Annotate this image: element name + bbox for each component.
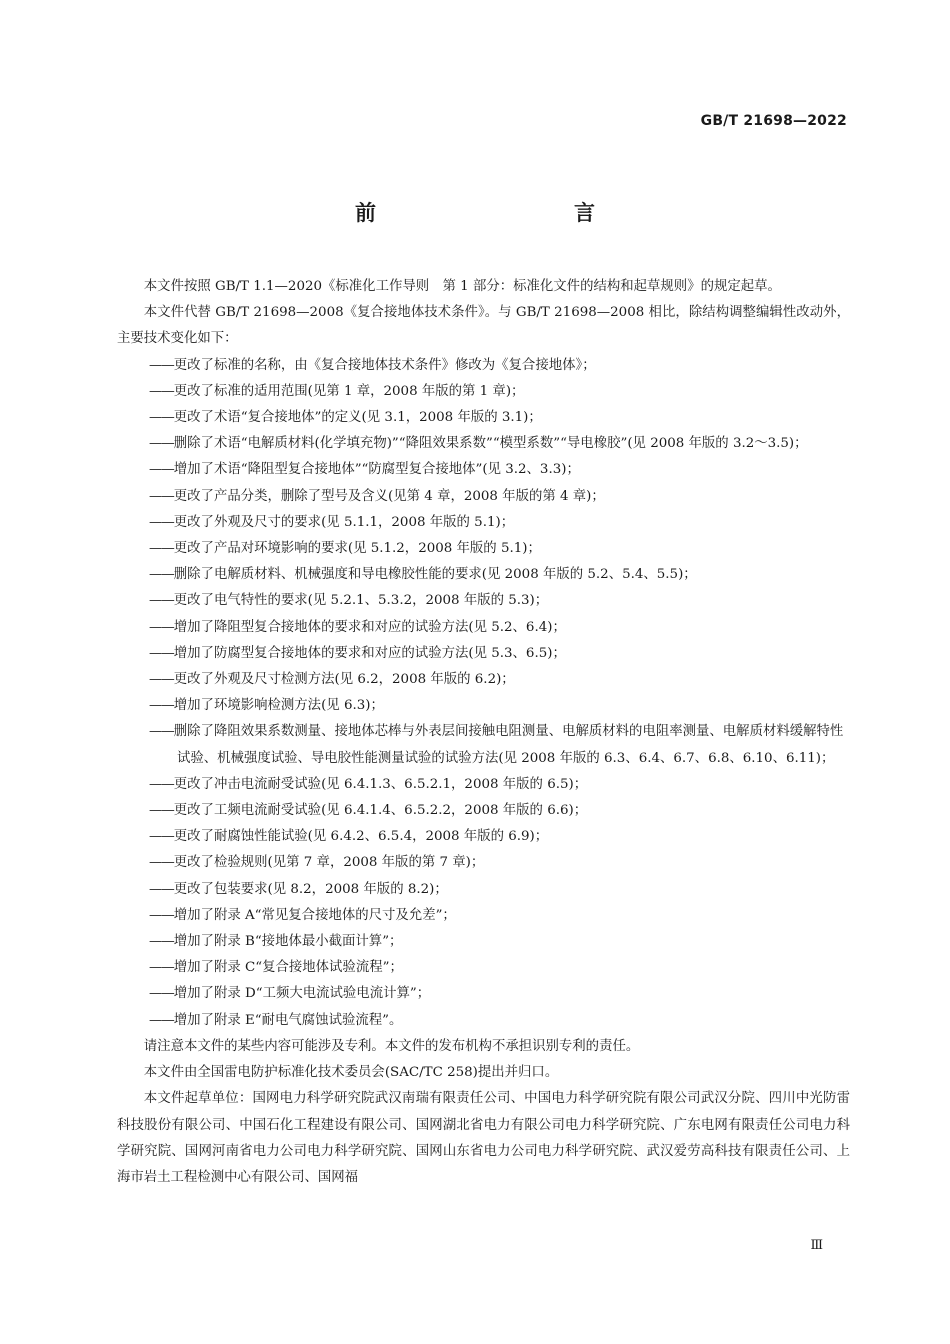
list-item-text: 更改了标准的名称，由《复合接地体技术条件》修改为《复合接地体》；: [173, 357, 596, 373]
list-item: [117, 353, 850, 379]
document-body: [117, 274, 850, 1191]
list-item-text: 删除了术语“电解质材料(化学填充物)”“降阻效果系数”“模型系数”“导电橡胶”(见 2008 年版的 3.2～3.5)；: [173, 436, 808, 452]
list-item-text: 删除了降阻效果系数测量、接地体芯棒与外表层间接触电阻测量、电解质材料的电阻率测量、电解质材料缓解特性试验、机械强度试验、导电胶性能测量试验的试验方法(见 2008 年版的 6.3、6.4、6.7、6.8、6.10、6.11)；: [173, 724, 844, 766]
list-dash: ——: [149, 855, 174, 871]
closing-paragraphs: [117, 1034, 850, 1191]
list-item: [117, 850, 850, 876]
list-item: [117, 431, 850, 457]
list-dash: ——: [149, 593, 174, 609]
list-item: [117, 981, 850, 1007]
list-item: [117, 955, 850, 981]
list-dash: ——: [149, 462, 174, 478]
paragraph: 本文件由全国雷电防护标准化技术委员会(SAC/TC 258)提出并归口。: [143, 1065, 559, 1081]
list-item-text: 更改了工频电流耐受试验(见 6.4.1.4、6.5.2.2，2008 年版的 6.6)；: [173, 803, 588, 819]
list-dash: ——: [149, 619, 174, 635]
list-item: [117, 877, 850, 903]
list-dash: ——: [149, 724, 174, 740]
list-dash: ——: [149, 645, 174, 661]
list-item-text: 增加了降阻型复合接地体的要求和对应的试验方法(见 5.2、6.4)；: [173, 619, 566, 635]
list-item: [117, 379, 850, 405]
list-item: [117, 719, 850, 771]
list-dash: ——: [149, 698, 174, 714]
list-item-text: 更改了标准的适用范围(见第 1 章，2008 年版的第 1 章)；: [173, 383, 525, 399]
list-dash: ——: [149, 567, 174, 583]
list-dash: ——: [149, 672, 174, 688]
list-item-text: 更改了外观及尺寸检测方法(见 6.2，2008 年版的 6.2)；: [173, 672, 515, 688]
list-dash: ——: [149, 829, 174, 845]
list-item: [117, 903, 850, 929]
list-item-text: 删除了电解质材料、机械强度和导电橡胶性能的要求(见 2008 年版的 5.2、5.4、5.5)；: [173, 567, 697, 583]
list-dash: ——: [149, 776, 174, 792]
list-dash: ——: [149, 488, 174, 504]
paragraph: 请注意本文件的某些内容可能涉及专利。本文件的发布机构不承担识别专利的责任。: [143, 1038, 640, 1054]
page-number: Ⅲ: [810, 1238, 823, 1253]
list-item-text: 增加了术语“降阻型复合接地体”“防腐型复合接地体”(见 3.2、3.3)；: [173, 462, 580, 478]
list-item-text: 增加了防腐型复合接地体的要求和对应的试验方法(见 5.3、6.5)；: [173, 645, 566, 661]
list-item: [117, 929, 850, 955]
list-item-text: 增加了附录 A“常见复合接地体的尺寸及允差”；: [173, 907, 456, 923]
list-item: [117, 562, 850, 588]
list-dash: ——: [149, 881, 174, 897]
list-dash: ——: [149, 410, 174, 426]
list-dash: ——: [149, 934, 174, 950]
list-dash: ——: [149, 541, 174, 557]
page-title: 前 言: [355, 201, 647, 225]
list-item-text: 更改了耐腐蚀性能试验(见 6.4.2、6.5.4，2008 年版的 6.9)；: [173, 829, 549, 845]
list-item-text: 更改了包装要求(见 8.2，2008 年版的 8.2)；: [173, 881, 448, 897]
list-item: [117, 484, 850, 510]
list-item-text: 增加了环境影响检测方法(见 6.3)；: [173, 698, 384, 714]
paragraph: 本文件代替 GB/T 21698—2008《复合接地体技术条件》。与 GB/T 21698—2008 相比，除结构调整编辑性改动外，主要技术变化如下：: [117, 305, 850, 347]
list-item-text: 增加了附录 B“接地体最小截面计算”；: [173, 934, 403, 950]
list-item-text: 更改了产品对环境影响的要求(见 5.1.2，2008 年版的 5.1)；: [173, 541, 541, 557]
list-item-text: 增加了附录 C“复合接地体试验流程”；: [173, 960, 403, 976]
list-item-text: 更改了产品分类，删除了型号及含义(见第 4 章，2008 年版的第 4 章)；: [173, 488, 605, 504]
intro-paragraphs: [117, 274, 850, 353]
list-item: [117, 405, 850, 431]
list-item-text: 增加了附录 D“工频大电流试验电流计算”；: [173, 986, 431, 1002]
list-item: [117, 667, 850, 693]
list-item-text: 增加了附录 E“耐电气腐蚀试验流程”。: [173, 1012, 403, 1028]
list-item: [117, 588, 850, 614]
list-item: [117, 536, 850, 562]
list-dash: ——: [149, 803, 174, 819]
list-item: [117, 772, 850, 798]
list-item: [117, 641, 850, 667]
change-list: [117, 353, 850, 1034]
list-item: [117, 824, 850, 850]
list-dash: ——: [149, 986, 174, 1002]
list-item-text: 更改了电气特性的要求(见 5.2.1、5.3.2，2008 年版的 5.3)；: [173, 593, 549, 609]
list-dash: ——: [149, 383, 174, 399]
list-dash: ——: [149, 357, 174, 373]
list-item: [117, 510, 850, 536]
list-item-text: 更改了外观及尺寸的要求(见 5.1.1，2008 年版的 5.1)；: [173, 514, 515, 530]
list-item: [117, 615, 850, 641]
list-item: [117, 693, 850, 719]
list-dash: ——: [149, 1012, 174, 1028]
list-item-text: 更改了术语“复合接地体”的定义(见 3.1，2008 年版的 3.1)；: [173, 410, 542, 426]
list-dash: ——: [149, 514, 174, 530]
list-dash: ——: [149, 960, 174, 976]
list-item: [117, 457, 850, 483]
standard-code: GB/T 21698—2022: [700, 113, 847, 129]
list-dash: ——: [149, 436, 174, 452]
list-item: [117, 1008, 850, 1034]
list-item-text: 更改了检验规则(见第 7 章，2008 年版的第 7 章)；: [173, 855, 485, 871]
paragraph: 本文件起草单位：国网电力科学研究院武汉南瑞有限责任公司、中国电力科学研究院有限公司武汉分院、四川中光防雷科技股份有限公司、中国石化工程建设有限公司、国网湖北省电力有限公司电力科学研究院、广东电网有限责任公司电力科学研究院、国网河南省电力公司电力科学研究院、国网山东省电力公司电力科学研究院、武汉爱劳高科技有限责任公司、上海市岩土工程检测中心有限公司、国网福: [117, 1091, 850, 1185]
list-dash: ——: [149, 907, 174, 923]
list-item-text: 更改了冲击电流耐受试验(见 6.4.1.3、6.5.2.1，2008 年版的 6.5)；: [173, 776, 588, 792]
paragraph: 本文件按照 GB/T 1.1—2020《标准化工作导则 第 1 部分：标准化文件的结构和起草规则》的规定起草。: [143, 279, 781, 294]
list-item: [117, 798, 850, 824]
